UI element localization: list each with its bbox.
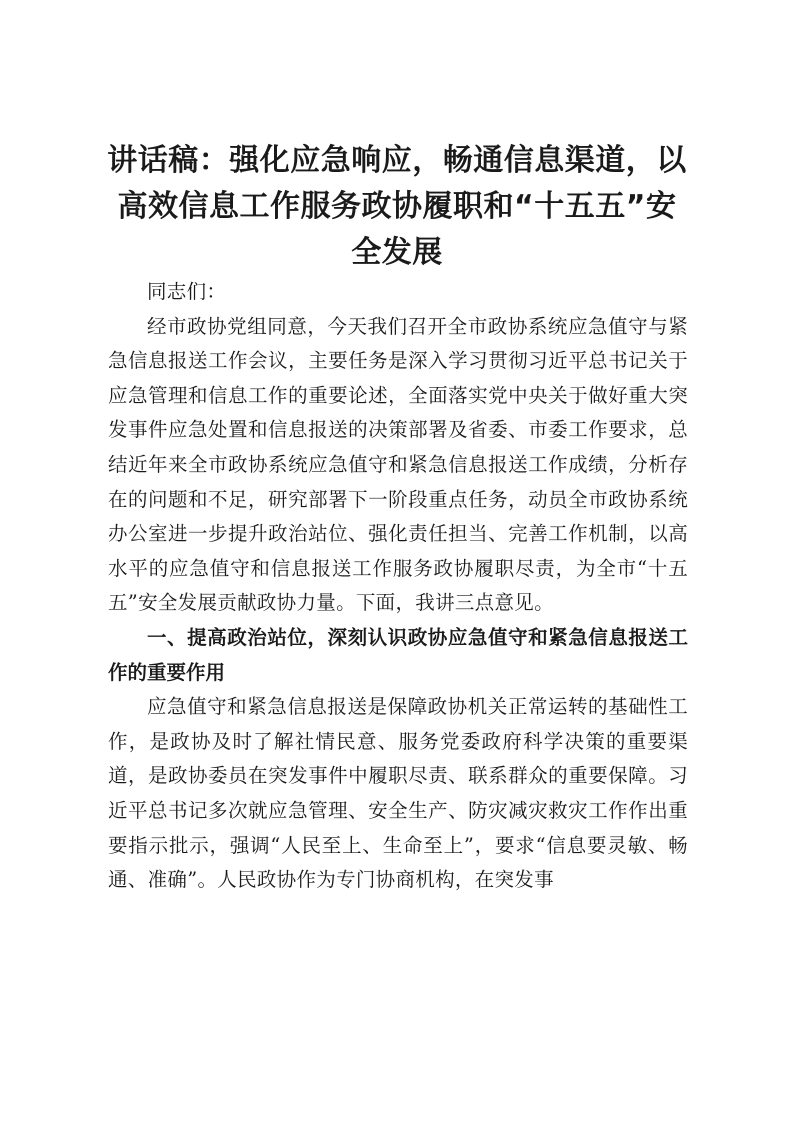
section-paragraph: 应急值守和紧急信息报送是保障政协机关正常运转的基础性工作，是政协及时了解社情民意、服务党委政府科学决策的重要渠道，是政协委员在突发事件中履职尽责、联系群众的重要保障。习近平总书记多次就应急管理、安全生产、防灾减灾救灾工作作出重要指示批示，强调“人民至上、生命至上”，要求“信息要灵敏、畅通、准确”。人民政协作为专门协商机构，在突发事 <box>108 695 688 892</box>
intro-paragraph: 经市政协党组同意，今天我们召开全市政协系统应急值守与紧急信息报送工作会议，主要任务是深入学习贯彻习近平总书记关于应急管理和信息工作的重要论述，全面落实党中央关于做好重大突发事件应急处置和信息报送的决策部署及省委、市委工作要求，总结近年来全市政协系统应急值守和紧急信息报送工作成绩，分析存在的问题和不足，研究部署下一阶段重点任务，动员全市政协系统办公室进一步提升政治站位、强化责任担当、完善工作机制，以高水平的应急值守和信息报送工作服务政协履职尽责，为全市“十五五”安全发展贡献政协力量。下面，我讲三点意见。 <box>108 314 688 615</box>
document-title: 讲话稿：强化应急响应，畅通信息渠道，以高效信息工作服务政协履职和“十五五”安全发展 <box>107 143 687 270</box>
section-heading: 一、提高政治站位，深刻认识政协应急值守和紧急信息报送工作的重要作用 <box>108 625 688 684</box>
salutation: 同志们： <box>147 280 227 303</box>
document-body <box>108 275 688 898</box>
